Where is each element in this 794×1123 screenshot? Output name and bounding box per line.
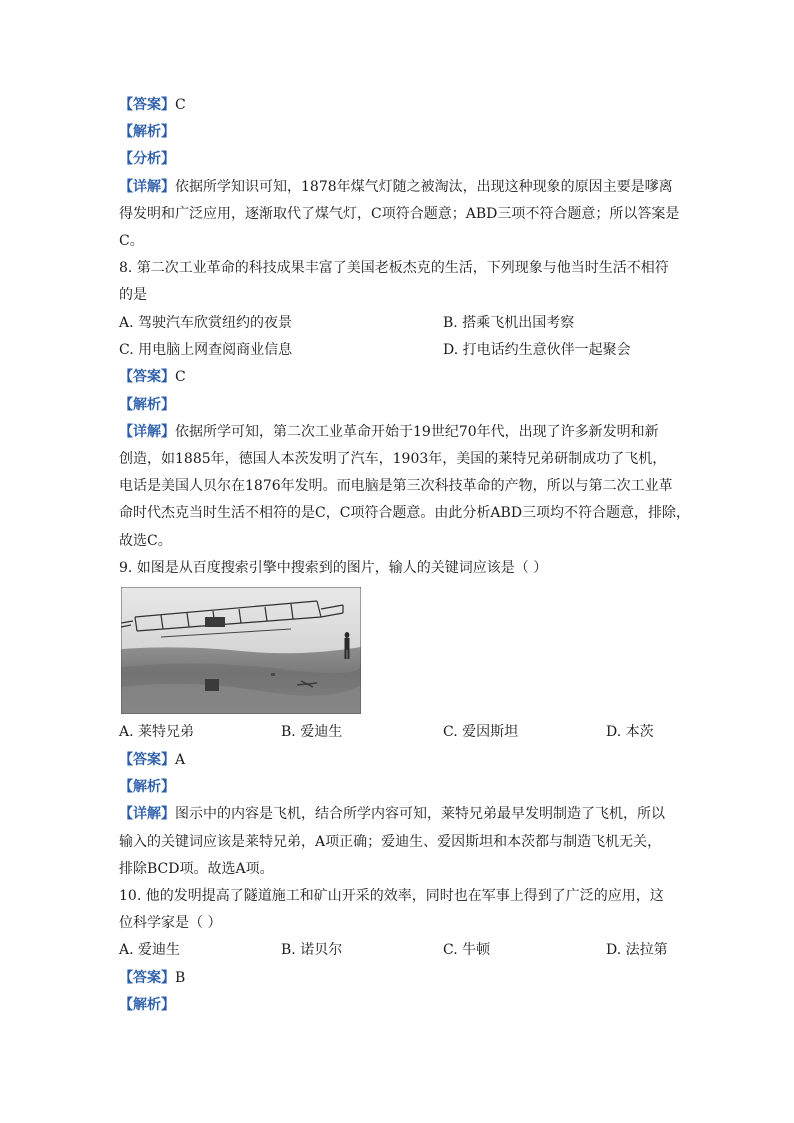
q10-analysis-tag: 【解析】 bbox=[119, 997, 175, 1013]
q10-option-b: B. 诺贝尔 bbox=[281, 942, 343, 958]
q9-option-c: C. 爱因斯坦 bbox=[443, 724, 519, 740]
q10-option-d: D. 法拉第 bbox=[606, 942, 668, 958]
q8-answer-value: C bbox=[175, 369, 186, 385]
q7-detail-line-2: 得发明和广泛应用，逐渐取代了煤气灯，C项符合题意；ABD三项不符合题意；所以答案是 bbox=[119, 206, 680, 222]
q7-analysis-tag: 【解析】 bbox=[119, 124, 175, 140]
q8-stem-line-1: 8. 第二次工业革命的科技成果丰富了美国老板杰克的生活，下列现象与他当时生活不相符 bbox=[119, 260, 669, 276]
q9-detail-line-2: 输入的关键词应该是莱特兄弟，A项正确；爱迪生、爱因斯坦和本茨都与制造飞机无关， bbox=[119, 834, 662, 850]
q8-option-c: C. 用电脑上网查阅商业信息 bbox=[119, 342, 293, 358]
q8-stem-line-2: 的是 bbox=[119, 287, 147, 303]
q9-detail-line-1: 【详解】图示中的内容是飞机，结合所学内容可知，莱特兄弟最早发明制造了飞机，所以 bbox=[119, 806, 665, 822]
q7-detail-line-3: C。 bbox=[119, 233, 144, 249]
q8-detail-line-1: 【详解】依据所学可知，第二次工业革命开始于19世纪70年代，出现了许多新发明和新 bbox=[119, 424, 659, 440]
q10-answer-value: B bbox=[175, 970, 186, 986]
q8-option-d: D. 打电话约生意伙伴一起聚会 bbox=[443, 342, 631, 358]
q10-option-a: A. 爱迪生 bbox=[119, 942, 181, 958]
q7-answer-line bbox=[119, 95, 186, 115]
q8-detail-line-3: 电话是美国人贝尔在1876年发明。而电脑是第三次科技革命的产物，所以与第二次工业革 bbox=[119, 478, 673, 494]
q9-analysis-tag: 【解析】 bbox=[119, 779, 175, 795]
q8-answer-line: 【答案】C bbox=[119, 369, 186, 385]
q10-option-c: C. 牛顿 bbox=[443, 942, 491, 958]
q8-analysis-tag: 【解析】 bbox=[119, 397, 175, 413]
q8-option-b: B. 搭乘飞机出国考察 bbox=[443, 315, 575, 331]
q8-detail-line-4: 命时代杰克当时生活不相符的是C，C项符合题意。由此分析ABD三项均不符合题意，排除， bbox=[119, 505, 691, 521]
q7-answer-value: C bbox=[175, 97, 186, 113]
q8-detail-line-5: 故选C。 bbox=[119, 533, 172, 549]
wright-flyer-photo bbox=[121, 587, 361, 714]
q9-stem: 9. 如图是从百度搜索引擎中搜索到的图片，输人的关键词应该是（ ） bbox=[119, 560, 548, 576]
answer-tag: 【答案】 bbox=[119, 97, 175, 113]
q9-option-a: A. 莱特兄弟 bbox=[119, 724, 195, 740]
q9-option-b: B. 爱迪生 bbox=[281, 724, 343, 740]
q10-answer-line: 【答案】B bbox=[119, 970, 186, 986]
q9-answer-line: 【答案】A bbox=[119, 752, 186, 768]
q9-answer-value: A bbox=[175, 752, 186, 768]
q10-stem-line-2: 位科学家是（ ） bbox=[119, 915, 222, 931]
q7-fenxi-tag: 【分析】 bbox=[119, 151, 175, 167]
q10-stem-line-1: 10. 他的发明提高了隧道施工和矿山开采的效率，同时也在军事上得到了广泛的应用，这 bbox=[119, 888, 664, 904]
q9-detail-line-3: 排除BCD项。故选A项。 bbox=[119, 861, 274, 877]
q9-option-d: D. 本茨 bbox=[606, 724, 654, 740]
q7-detail-line-1: 【详解】依据所学知识可知，1878年煤气灯随之被淘汰，出现这种现象的原因主要是嗲离 bbox=[119, 179, 673, 195]
q8-option-a: A. 驾驶汽车欣赏纽约的夜景 bbox=[119, 315, 293, 331]
q8-detail-line-2: 创造，如1885年，德国人本茨发明了汽车，1903年，美国的莱特兄弟研制成功了飞机， bbox=[119, 451, 667, 467]
